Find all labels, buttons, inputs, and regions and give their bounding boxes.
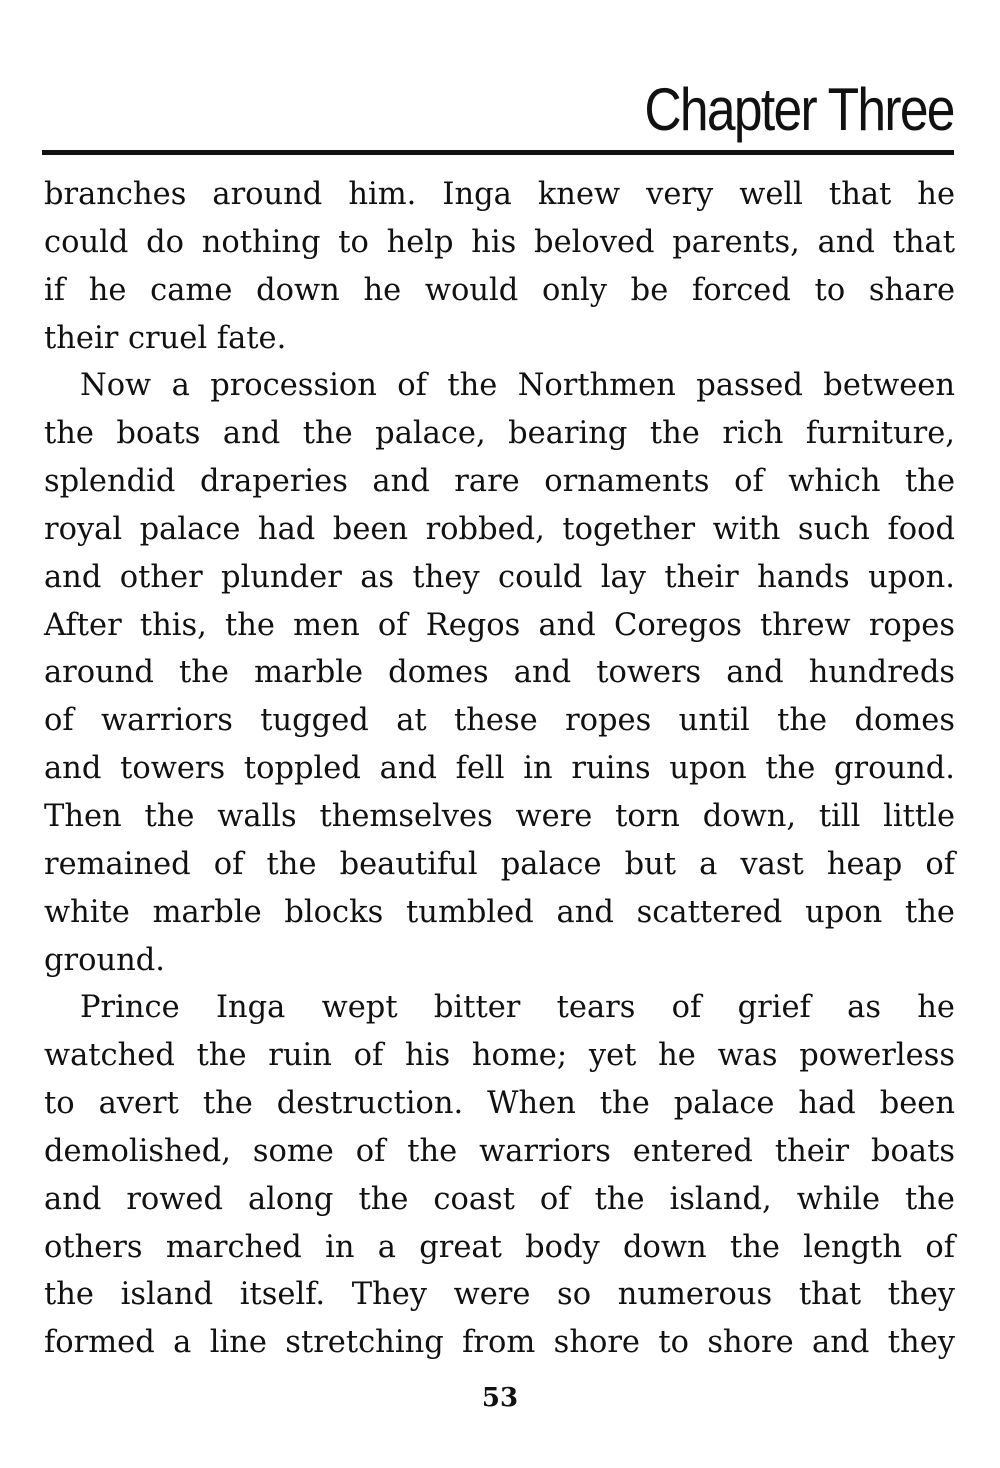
text-line: of warriors tugged at these ropes until the domes	[44, 703, 955, 739]
text-line: After this, the men of Regos and Coregos threw ropes	[44, 607, 955, 643]
text-line: could do nothing to help his beloved parents, and that	[44, 224, 955, 260]
text-line: and towers toppled and fell in ruins upon the ground.	[44, 751, 955, 787]
text-line: white marble blocks tumbled and scattered upon the	[44, 894, 955, 930]
text-line: to avert the destruction. When the palace had been	[44, 1086, 955, 1122]
text-line: Then the walls themselves were torn down, till little	[44, 798, 955, 834]
text-line: the island itself. They were so numerous that they	[44, 1277, 955, 1313]
text-line: if he came down he would only be forced to share	[44, 272, 955, 308]
text-line: others marched in a great body down the length of	[44, 1229, 955, 1265]
text-line: their cruel fate.	[44, 320, 287, 356]
text-line: remained of the beautiful palace but a vast heap of	[44, 846, 955, 882]
header-rule	[42, 150, 954, 155]
page-header	[42, 70, 954, 160]
text-line: formed a line stretching from shore to shore and they	[44, 1325, 955, 1361]
text-line: and rowed along the coast of the island, while the	[44, 1181, 955, 1217]
text-line: and other plunder as they could lay their hands upon.	[44, 559, 955, 595]
chapter-title: Chapter Three	[644, 76, 954, 143]
text-line: demolished, some of the warriors entered their boats	[44, 1133, 955, 1169]
text-line: watched the ruin of his home; yet he was powerless	[44, 1038, 955, 1074]
body-text	[44, 171, 955, 1367]
page-number: 53	[481, 1383, 519, 1413]
text-line: Prince Inga wept bitter tears of grief as he	[80, 990, 955, 1026]
text-line: the boats and the palace, bearing the rich furniture,	[44, 416, 955, 452]
text-line: splendid draperies and rare ornaments of which the	[44, 464, 955, 500]
text-line: ground.	[44, 942, 165, 978]
text-line: branches around him. Inga knew very well that he	[44, 177, 955, 212]
text-line: around the marble domes and towers and hundreds	[44, 655, 955, 691]
text-line: royal palace had been robbed, together with such food	[44, 511, 955, 547]
text-line: Now a procession of the Northmen passed between	[80, 368, 955, 404]
